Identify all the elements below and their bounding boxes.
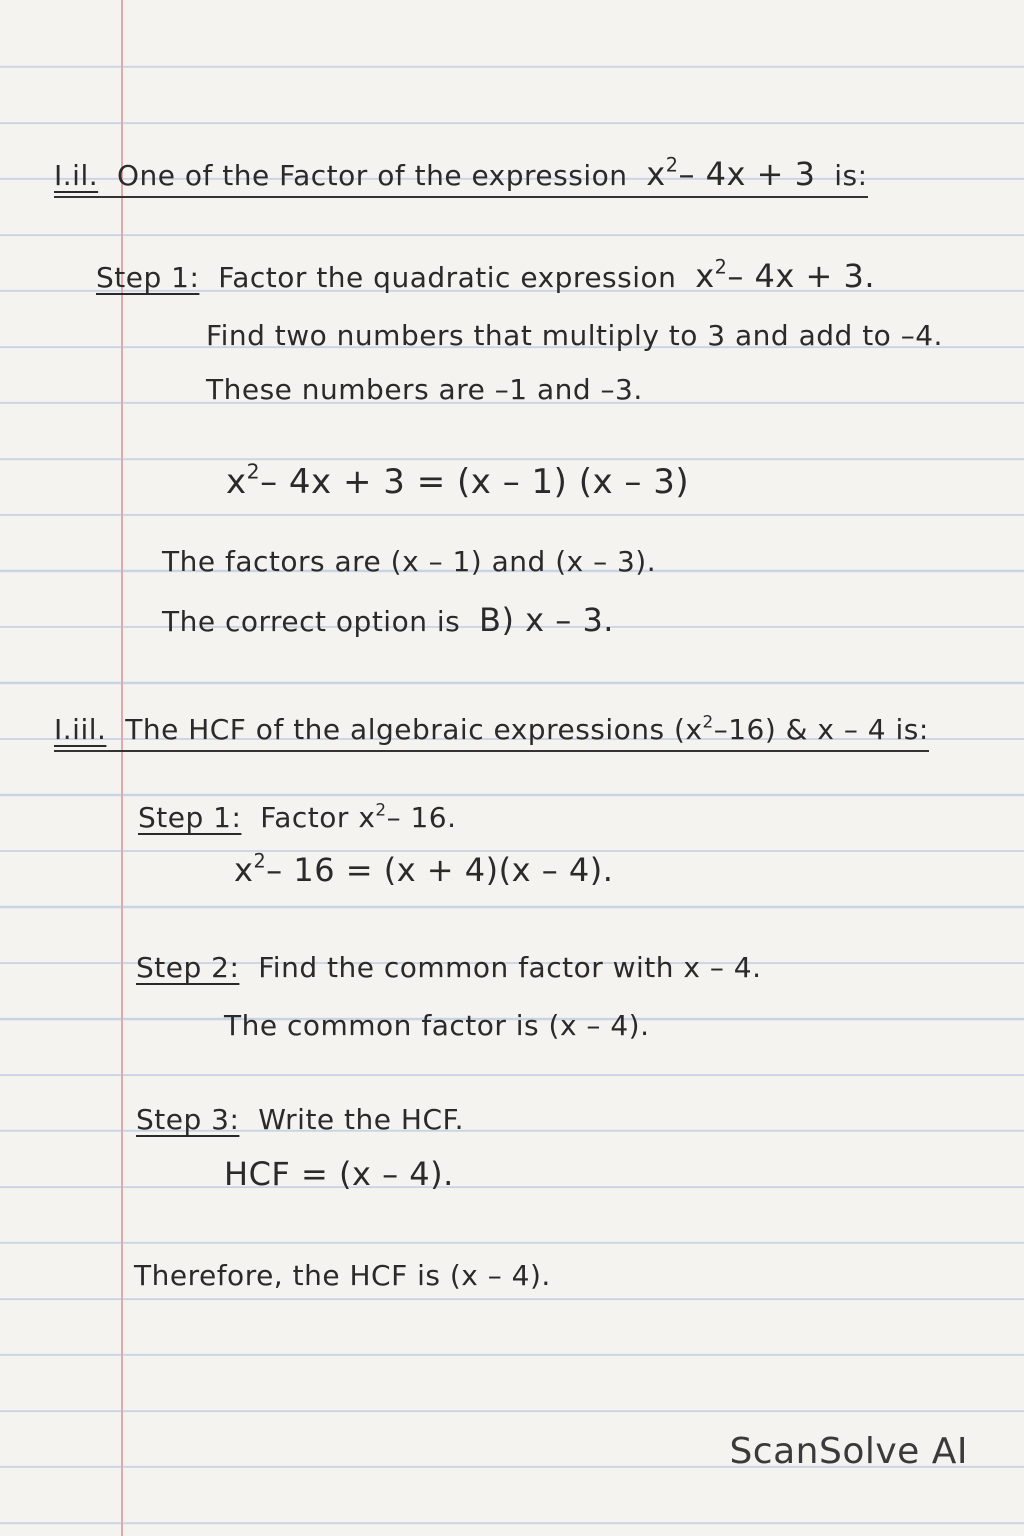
find-numbers-line: Find two numbers that multiply to 3 and add to –4. xyxy=(206,319,943,352)
question-1-heading xyxy=(54,153,868,198)
hcf-result: HCF = (x – 4). xyxy=(224,1155,454,1193)
question-2-heading xyxy=(54,712,929,752)
correct-option-prefix: The correct option is xyxy=(162,605,461,638)
step-text: Factor $x^2-$ 16. xyxy=(260,799,457,834)
difference-of-squares: $x^2-$ 16 = (x + 4)(x – 4). xyxy=(234,849,614,889)
step-label: Step 1: xyxy=(96,261,200,294)
factored-equation: $x^2-$ 4x + 3 = (x – 1) (x – 3) xyxy=(226,459,690,502)
step-text: Write the HCF. xyxy=(258,1103,465,1136)
common-factor-line: The common factor is (x – 4). xyxy=(224,1009,650,1042)
factors-line: The factors are (x – 1) and (x – 3). xyxy=(162,545,657,578)
step-text: Factor the quadratic expression xyxy=(218,261,677,294)
step-expression: $x^2-$ 4x + 3. xyxy=(695,255,876,295)
correct-option-answer: B) x – 3. xyxy=(479,601,614,639)
question-1-expression: $x^2-$ 4x + 3 xyxy=(646,153,816,193)
question-1-suffix: is: xyxy=(834,159,868,192)
correct-option-line xyxy=(162,602,614,640)
scansolve-watermark: ScanSolve AI xyxy=(729,1431,968,1472)
numbers-are-line: These numbers are –1 and –3. xyxy=(206,373,643,406)
step-label: Step 2: xyxy=(136,951,240,984)
question-2-number: I.iil. xyxy=(54,713,107,746)
conclusion-line: Therefore, the HCF is (x – 4). xyxy=(134,1259,551,1292)
question-1-number: I.il. xyxy=(54,159,99,192)
step-text: Find the common factor with x – 4. xyxy=(258,951,762,984)
q1-step-1 xyxy=(96,255,876,296)
step-label: Step 1: xyxy=(138,801,242,834)
q2-step-2 xyxy=(136,950,762,986)
margin-line xyxy=(121,0,123,1536)
step-label: Step 3: xyxy=(136,1103,240,1136)
q2-step-3 xyxy=(136,1102,464,1138)
question-2-text: The HCF of the algebraic expressions $(x^2-16)$ & x – 4 is: xyxy=(125,711,929,746)
question-1-text: One of the Factor of the expression xyxy=(116,159,628,192)
q2-step-1 xyxy=(138,800,457,836)
